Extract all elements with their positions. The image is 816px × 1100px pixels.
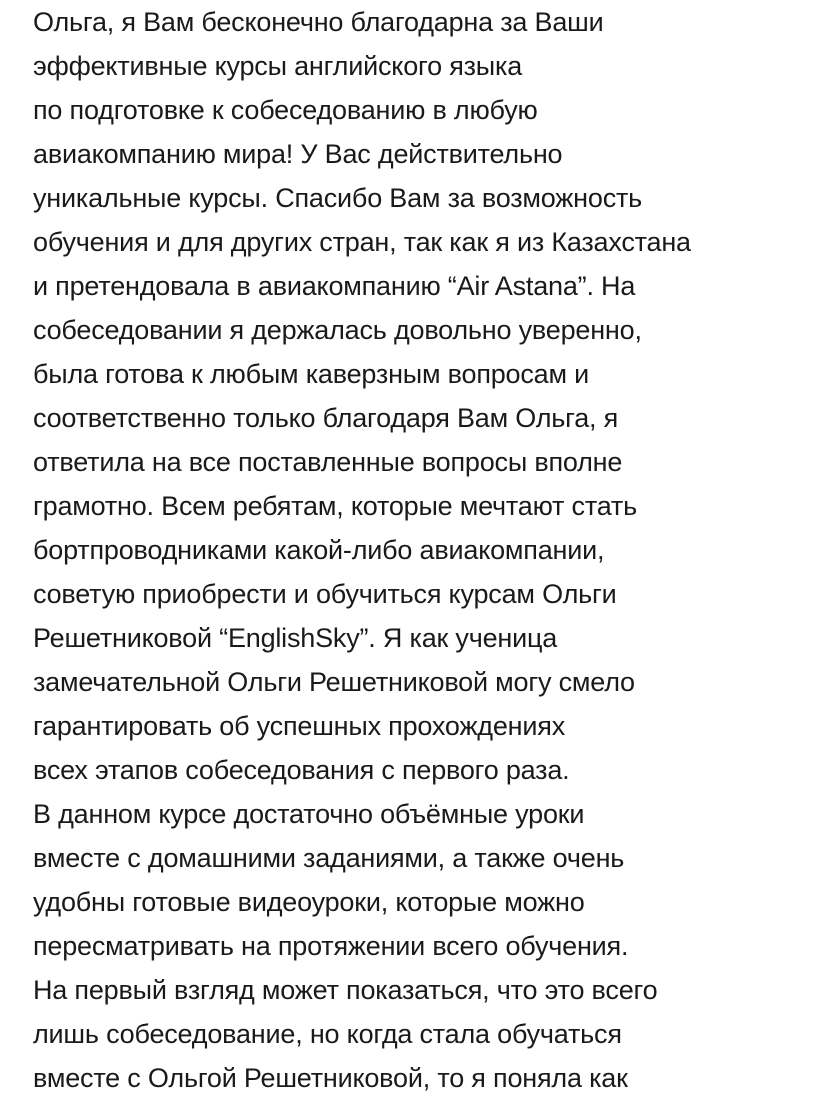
- text-line-5: уникальные курсы. Спасибо Вам за возможность: [33, 183, 643, 213]
- text-line-21: удобны готовые видеоуроки, которые можно: [33, 887, 585, 917]
- text-line-20: вместе с домашними заданиями, а также очень: [33, 843, 625, 873]
- text-line-23: На первый взгляд может показаться, что это всего: [33, 975, 658, 1005]
- text-line-11: ответила на все поставленные вопросы вполне: [33, 447, 623, 477]
- text-line-2: эффективные курсы английского языка: [33, 51, 523, 81]
- text-line-25: вместе с Ольгой Решетниковой, то я поняла как: [33, 1063, 628, 1093]
- text-line-10: соответственно только благодаря Вам Ольга, я: [33, 403, 619, 433]
- text-line-7: и претендовала в авиакомпанию “Air Astana”. На: [33, 271, 636, 301]
- text-line-8: собеседовании я держалась довольно уверенно,: [33, 315, 642, 345]
- review-text: [33, 0, 808, 1100]
- text-line-4: авиакомпанию мира! У Вас действительно: [33, 139, 563, 169]
- text-line-6: обучения и для других стран, так как я из Казахстана: [33, 227, 691, 257]
- text-line-3: по подготовке к собеседованию в любую: [33, 95, 538, 125]
- text-line-12: грамотно. Всем ребятам, которые мечтают стать: [33, 491, 637, 521]
- text-line-13: бортпроводниками какой-либо авиакомпании,: [33, 535, 605, 565]
- text-line-17: гарантировать об успешных прохождениях: [33, 711, 565, 741]
- text-line-19: В данном курсе достаточно объёмные уроки: [33, 799, 585, 829]
- text-line-1: Ольга, я Вам бесконечно благодарна за Ваши: [33, 7, 604, 37]
- text-line-24: лишь собеседование, но когда стала обучаться: [33, 1019, 622, 1049]
- text-line-16: замечательной Ольги Решетниковой могу смело: [33, 667, 635, 697]
- text-line-15: Решетниковой “EnglishSky”. Я как ученица: [33, 623, 558, 653]
- text-line-18: всех этапов собеседования с первого раза.: [33, 755, 570, 785]
- text-line-9: была готова к любым каверзным вопросам и: [33, 359, 590, 389]
- text-line-22: пересматривать на протяжении всего обучения.: [33, 931, 629, 961]
- text-line-14: советую приобрести и обучиться курсам Ольги: [33, 579, 617, 609]
